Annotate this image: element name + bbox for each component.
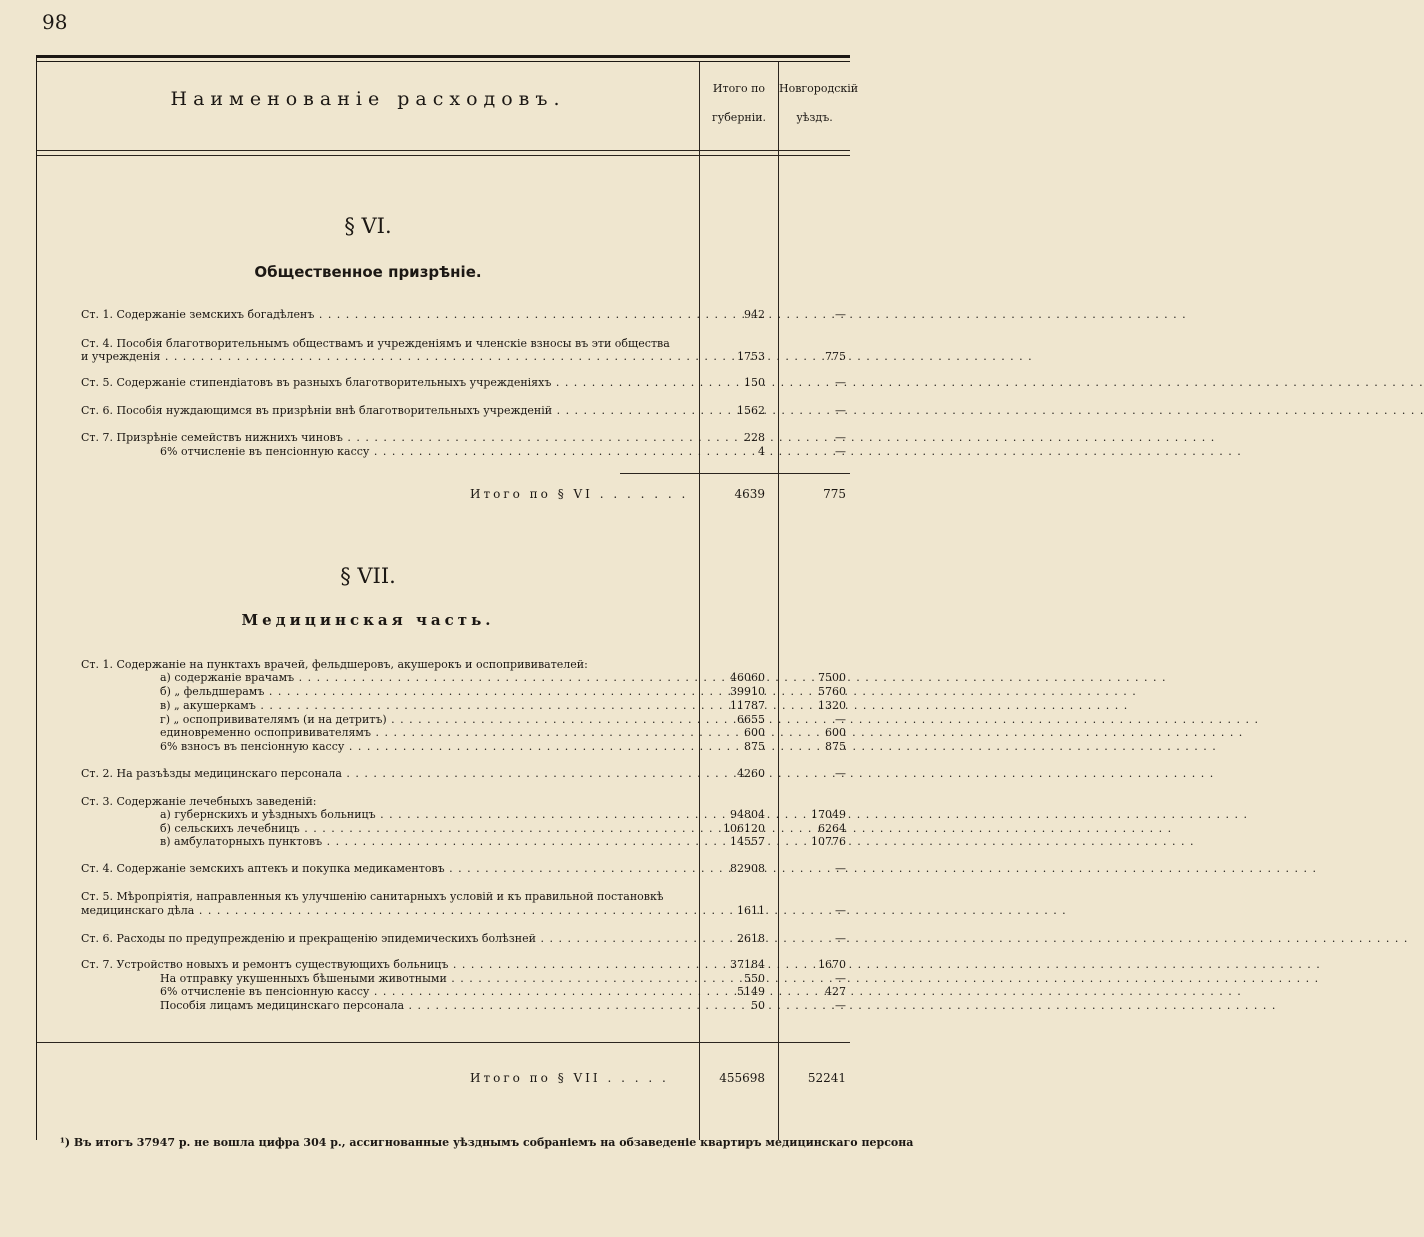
table-row bbox=[0, 890, 850, 903]
row-district: — bbox=[835, 767, 846, 780]
row-label: Ст. 6. Расходы по предупрежденію и прекращенію эпидемическихъ болѣзней . . . bbox=[81, 932, 693, 945]
table-row bbox=[0, 740, 850, 753]
row-total: 106120 bbox=[723, 822, 765, 835]
row-label: Ст. 4. Пособія благотворительнымъ обществамъ и учрежденіямъ и членскіе взносы въ эти общества bbox=[81, 337, 670, 350]
row-total: 14557 bbox=[730, 835, 765, 848]
row-total: 4 bbox=[758, 445, 765, 458]
row-district: 875 bbox=[825, 740, 846, 753]
row-district: 1320 bbox=[818, 699, 846, 712]
section-7-title: Медицинская часть. bbox=[241, 611, 495, 629]
row-total: 94804 bbox=[730, 808, 765, 821]
row-label: Ст. 3. Содержаніе лечебныхъ заведеній: bbox=[81, 795, 317, 808]
row-label: а) содержаніе врачамъ . . . bbox=[160, 671, 693, 684]
row-district: 600 bbox=[825, 726, 846, 739]
header-col-total-line1: Итого по bbox=[712, 82, 766, 95]
header-divider-inner bbox=[37, 155, 850, 156]
row-label: в) амбулаторныхъ пунктовъ . . . bbox=[160, 835, 693, 848]
row-district: — bbox=[835, 932, 846, 945]
row-label: 6% отчисленіе въ пенсіонную кассу . . . bbox=[160, 985, 693, 998]
row-total: 11787 bbox=[730, 699, 765, 712]
row-district: 427 bbox=[825, 985, 846, 998]
section-6-heading: § VI. bbox=[344, 214, 392, 238]
total-label: Итого по § VI . . . . . . . bbox=[470, 487, 689, 501]
table-row bbox=[0, 835, 850, 848]
row-district: — bbox=[835, 376, 846, 389]
row-district: — bbox=[835, 713, 846, 726]
row-district: 17049 bbox=[811, 808, 846, 821]
row-label: 6% отчисленіе въ пенсіонную кассу . . . bbox=[160, 445, 693, 458]
row-total: 1753 bbox=[737, 350, 765, 363]
row-district: 6264 bbox=[818, 822, 846, 835]
table-row bbox=[0, 958, 850, 971]
table-row bbox=[0, 726, 850, 739]
row-district: — bbox=[835, 308, 846, 321]
row-district: — bbox=[835, 972, 846, 985]
row-label: в) „ акушеркамъ . . . bbox=[160, 699, 693, 712]
row-total: 39910 bbox=[730, 685, 765, 698]
row-label: г) „ оспопрививателямъ (и на детритъ) . . . bbox=[160, 713, 693, 726]
row-label: Пособія лицамъ медицинскаго персонала . . . bbox=[160, 999, 693, 1012]
table-row bbox=[0, 308, 850, 321]
row-district: 7500 bbox=[818, 671, 846, 684]
table-row bbox=[0, 713, 850, 726]
section-7-heading: § VII. bbox=[340, 564, 396, 588]
row-total: 1611 bbox=[737, 904, 765, 917]
header-col-total bbox=[700, 74, 778, 132]
row-label: Ст. 6. Пособія нуждающимся въ призрѣніи внѣ благотворительныхъ учрежденій . . . bbox=[81, 404, 693, 417]
page-number: 98 bbox=[42, 10, 68, 34]
table-row bbox=[0, 767, 850, 780]
row-total: 550 bbox=[744, 972, 765, 985]
row-total: 875 bbox=[744, 740, 765, 753]
row-label: б) „ фельдшерамъ . . . bbox=[160, 685, 693, 698]
row-label: Ст. 7. Призрѣніе семействъ нижнихъ чиновъ . . . bbox=[81, 431, 693, 444]
row-total: 150 bbox=[744, 376, 765, 389]
row-district: — bbox=[835, 862, 846, 875]
table-row bbox=[0, 685, 850, 698]
table-row bbox=[0, 822, 850, 835]
row-label: медицинскаго дѣла . . . bbox=[81, 904, 693, 917]
total-label: Итого по § VII . . . . . bbox=[470, 1071, 669, 1085]
row-label: Ст. 5. Мѣропріятія, направленныя къ улучшенію санитарныхъ условій и къ правильной постановкѣ bbox=[81, 890, 664, 903]
row-label: На отправку укушенныхъ бѣшеными животными . . . bbox=[160, 972, 693, 985]
row-total: 5149 bbox=[737, 985, 765, 998]
row-district: 10776 bbox=[811, 835, 846, 848]
table-row bbox=[0, 699, 850, 712]
table-row bbox=[0, 658, 850, 671]
total-value: 455698 bbox=[719, 1071, 765, 1085]
row-label: Ст. 7. Устройство новыхъ и ремонтъ существующихъ больницъ . . . bbox=[81, 958, 693, 971]
row-total: 1562 bbox=[737, 404, 765, 417]
table-row bbox=[0, 445, 850, 458]
row-district: — bbox=[835, 404, 846, 417]
total-district: 52241 bbox=[807, 1071, 846, 1085]
row-label: и учрежденія . . . bbox=[81, 350, 693, 363]
header-col-district bbox=[779, 74, 859, 132]
table-top-border bbox=[36, 55, 850, 58]
table-row bbox=[0, 972, 850, 985]
row-label: а) губернскихъ и уѣздныхъ больницъ . . . bbox=[160, 808, 693, 821]
row-district: 1670 bbox=[818, 958, 846, 971]
row-total: 50 bbox=[751, 999, 765, 1012]
row-district: — bbox=[835, 999, 846, 1012]
row-label: Ст. 5. Содержаніе стипендіатовъ въ разныхъ благотворительныхъ учрежденіяхъ . . . bbox=[81, 376, 693, 389]
header-col-district-line2: уѣздъ. bbox=[796, 111, 833, 124]
row-district: — bbox=[835, 445, 846, 458]
row-district: 775 bbox=[825, 350, 846, 363]
section-6-title: Общественное призрѣніе. bbox=[254, 263, 482, 281]
row-district: — bbox=[835, 431, 846, 444]
table-top-border-inner bbox=[36, 61, 850, 62]
table-row bbox=[0, 376, 850, 389]
row-total: 942 bbox=[744, 308, 765, 321]
row-district: — bbox=[835, 904, 846, 917]
row-total: 82908 bbox=[730, 862, 765, 875]
row-district: 5760 bbox=[818, 685, 846, 698]
row-total: 4260 bbox=[737, 767, 765, 780]
footnote: ¹) Въ итогъ 37947 р. не вошла цифра 304 р., ассигнованные уѣзднымъ собраніемъ на обзаведеніе квартиръ медицинскаго персона bbox=[60, 1136, 914, 1149]
section-7-total-row bbox=[0, 1070, 850, 1086]
row-total: 6655 bbox=[737, 713, 765, 726]
total-district: 775 bbox=[823, 487, 846, 501]
row-label: Ст. 1. Содержаніе земскихъ богадѣленъ . . . bbox=[81, 308, 693, 321]
table-row bbox=[0, 999, 850, 1012]
total-value: 4639 bbox=[734, 487, 765, 501]
table-row bbox=[0, 808, 850, 821]
table-row bbox=[0, 431, 850, 444]
row-label: единовременно оспопрививателямъ . . . bbox=[160, 726, 693, 739]
table-row bbox=[0, 404, 850, 417]
row-label: 6% взносъ въ пенсіонную кассу . . . bbox=[160, 740, 693, 753]
table-row bbox=[0, 932, 850, 945]
section-6-total-row bbox=[0, 486, 850, 502]
total-divider bbox=[37, 1042, 850, 1043]
row-total: 46060 bbox=[730, 671, 765, 684]
table-row bbox=[0, 337, 850, 350]
header-col-district-line1: Новгородскій bbox=[779, 82, 859, 95]
header-divider bbox=[37, 150, 850, 151]
row-label: Ст. 2. На разъѣзды медицинскаго персонала . . . bbox=[81, 767, 693, 780]
table-header-title: Наименованіе расходовъ. bbox=[170, 88, 566, 110]
row-total: 228 bbox=[744, 431, 765, 444]
row-label: б) сельскихъ лечебницъ . . . bbox=[160, 822, 693, 835]
row-total: 600 bbox=[744, 726, 765, 739]
row-label: Ст. 1. Содержаніе на пунктахъ врачей, фельдшеровъ, акушерокъ и оспопрививателей: bbox=[81, 658, 588, 671]
table-row bbox=[0, 350, 850, 363]
table-row bbox=[0, 795, 850, 808]
table-row bbox=[0, 904, 850, 917]
table-row bbox=[0, 862, 850, 875]
table-row bbox=[0, 985, 850, 998]
row-total: 2618 bbox=[737, 932, 765, 945]
table-row bbox=[0, 671, 850, 684]
header-col-total-line2: губерніи. bbox=[711, 111, 767, 124]
row-label: Ст. 4. Содержаніе земскихъ аптекъ и покупка медикаментовъ . . . bbox=[81, 862, 693, 875]
subtotal-divider bbox=[620, 473, 850, 474]
row-total: 37184 bbox=[730, 958, 765, 971]
